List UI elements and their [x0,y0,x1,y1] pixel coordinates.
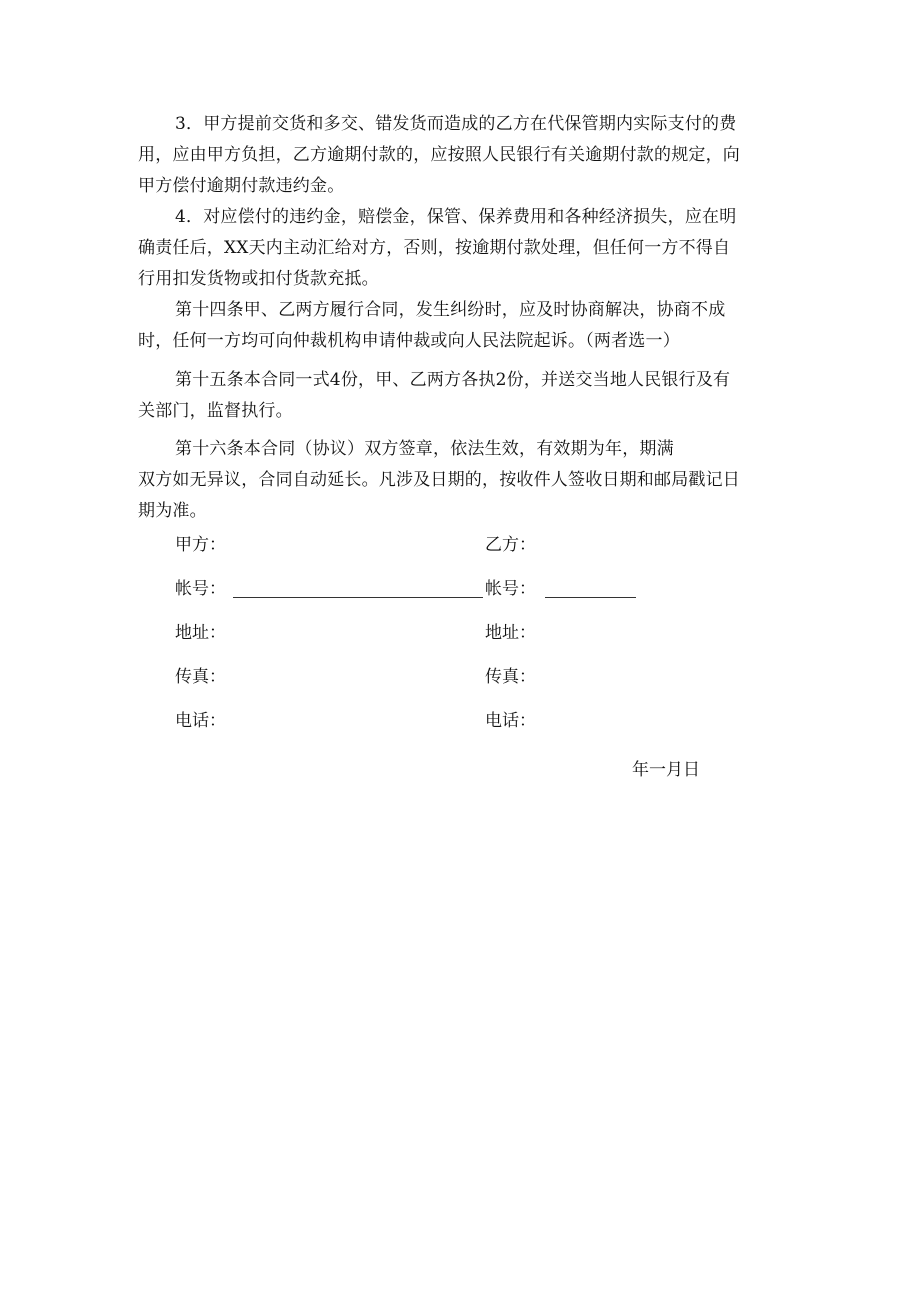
paragraph-line: 甲方偿付逾期付款违约金。 [138,176,345,196]
party-b-phone-label: 电话： [485,711,536,731]
paragraph-line: 第十四条甲、乙两方履行合同，发生纠纷时，应及时协商解决，协商不成 [175,300,726,320]
paragraph-line: 第十六条本合同（协议）双方签章，依法生效，有效期为年，期满 [175,439,674,459]
clause-3-paragraph [138,109,788,202]
paragraph-line: 用，应由甲方负担，乙方逾期付款的，应按照人民银行有关逾期付款的规定，向 [138,145,740,165]
party-a-account-blank-line [233,597,483,598]
party-a-address-label: 地址： [175,623,226,643]
paragraph-line: 双方如无异议，合同自动延长。凡涉及日期的，按收件人签收日期和邮局戳记日 [138,470,740,490]
party-b-address-label: 地址： [485,623,536,643]
paragraph-line: 关部门，监督执行。 [138,401,293,421]
clause-4-paragraph [138,202,788,295]
party-b-name-label: 乙方： [485,535,536,555]
party-a-name-label: 甲方： [175,535,226,555]
paragraph-line: 第十五条本合同一式4份，甲、乙两方各执2份，并送交当地人民银行及有 [175,370,731,390]
paragraph-line: 行用扣发货物或扣付货款充抵。 [138,269,379,289]
party-a-account-label: 帐号： [175,579,226,599]
paragraph-line: 确责任后，XX天内主动汇给对方，否则，按逾期付款处理，但任何一方不得自 [138,238,731,258]
party-b-account-label: 帐号： [485,579,536,599]
party-b-account-blank-line [545,597,636,598]
article-14-paragraph [138,295,788,357]
party-b-fax-label: 传真： [485,667,536,687]
paragraph-line: 时，任何一方均可向仲裁机构申请仲裁或向人民法院起诉。（两者选一） [138,331,680,351]
party-a-phone-label: 电话： [175,711,226,731]
paragraph-line: 4．对应偿付的违约金，赔偿金，保管、保养费用和各种经济损失，应在明 [175,207,737,227]
party-a-fax-label: 传真： [175,667,226,687]
signing-date: 年一月日 [632,760,700,780]
paragraph-line: 期为准。 [138,501,207,521]
article-15-paragraph [138,365,788,427]
paragraph-line: 3．甲方提前交货和多交、错发货而造成的乙方在代保管期内实际支付的费 [175,114,737,134]
article-16-paragraph [138,434,788,527]
